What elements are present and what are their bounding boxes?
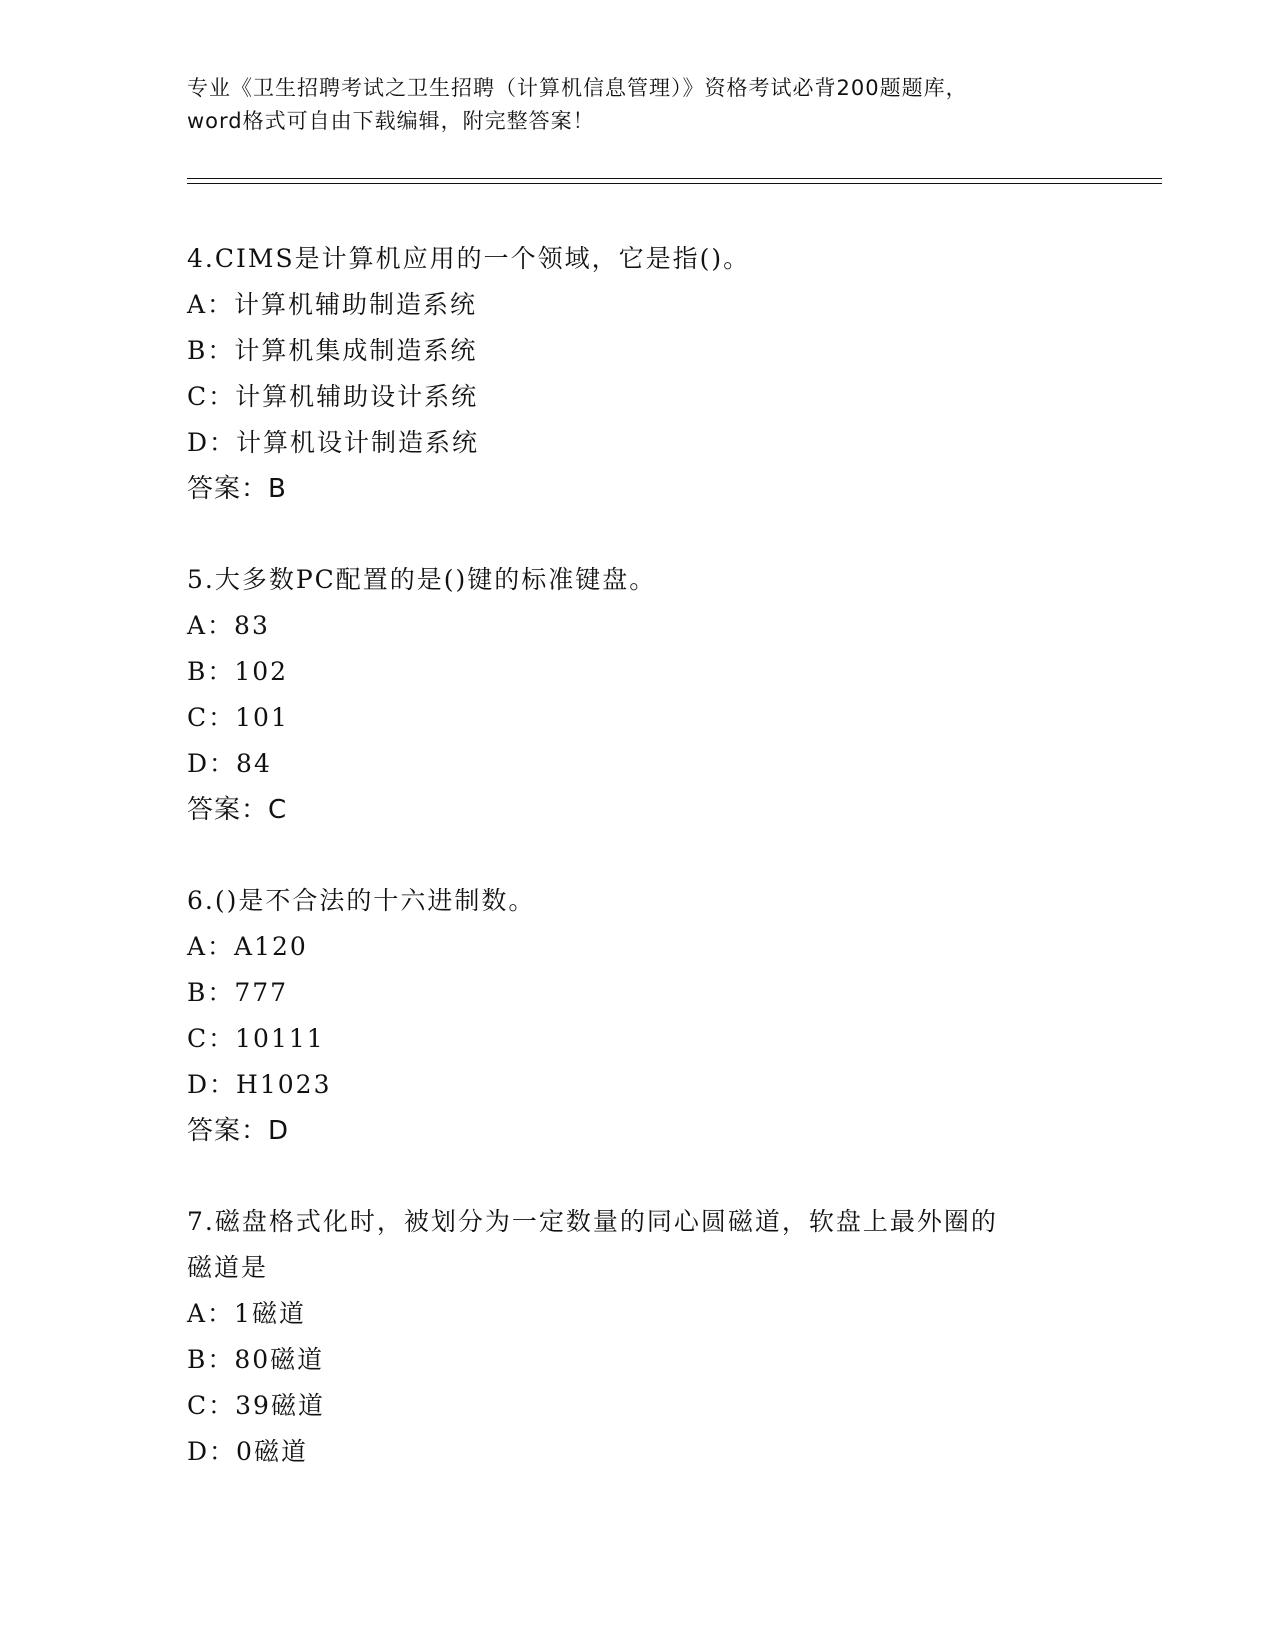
question-stem: 5.大多数PC配置的是()键的标准键盘。 <box>187 565 657 594</box>
option-d: D：计算机设计制造系统 <box>187 428 480 457</box>
header-line-2: word格式可自由下载编辑，附完整答案！ <box>187 109 595 133</box>
option-b: B：777 <box>187 978 289 1007</box>
question-stem: 4.CIMS是计算机应用的一个领域，它是指()。 <box>187 244 751 273</box>
question-4 <box>187 236 1087 512</box>
option-c: C：101 <box>187 703 289 732</box>
answer-line: 答案：B <box>187 474 287 504</box>
header-line-1: 专业《卫生招聘考试之卫生招聘（计算机信息管理）》资格考试必背200题题库， <box>187 76 968 100</box>
option-d: D：84 <box>187 749 272 778</box>
option-c: C：39磁道 <box>187 1391 325 1420</box>
option-d: D：H1023 <box>187 1070 332 1099</box>
option-d: D：0磁道 <box>187 1437 308 1466</box>
answer-line: 答案：D <box>187 1116 290 1146</box>
header-divider-top <box>187 178 1162 179</box>
answer-line: 答案：C <box>187 795 288 825</box>
option-c: C：10111 <box>187 1024 325 1053</box>
question-7 <box>187 1199 1087 1475</box>
option-a: A：1磁道 <box>187 1299 306 1328</box>
option-b: B：80磁道 <box>187 1345 325 1374</box>
option-a: A：83 <box>187 611 270 640</box>
document-header <box>187 72 1087 138</box>
question-stem: 6.()是不合法的十六进制数。 <box>187 886 536 915</box>
option-a: A：计算机辅助制造系统 <box>187 290 478 319</box>
option-b: B：计算机集成制造系统 <box>187 336 478 365</box>
option-b: B：102 <box>187 657 289 686</box>
question-stem-line-1: 7.磁盘格式化时，被划分为一定数量的同心圆磁道，软盘上最外圈的 <box>187 1207 998 1236</box>
question-6 <box>187 878 1087 1154</box>
header-divider-bottom <box>187 183 1162 184</box>
option-c: C：计算机辅助设计系统 <box>187 382 479 411</box>
option-a: A：A120 <box>187 932 308 961</box>
question-5 <box>187 557 1087 833</box>
question-stem-line-2: 磁道是 <box>187 1253 269 1282</box>
